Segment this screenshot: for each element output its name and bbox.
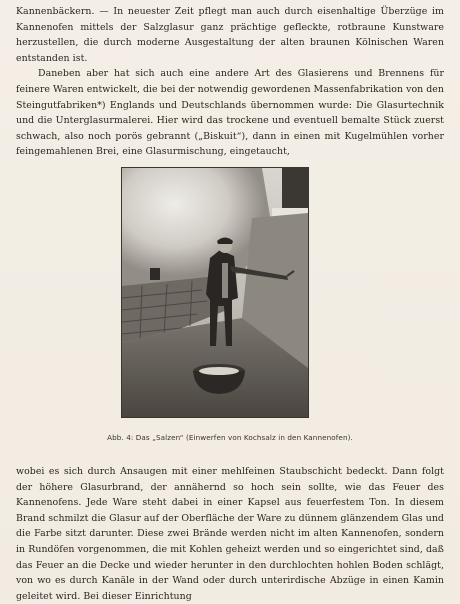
figure-photograph xyxy=(121,167,309,418)
salting-photo xyxy=(122,168,308,417)
top-text-block xyxy=(16,4,444,160)
paragraph: Daneben aber hat sich auch eine andere Art des Glasierens und Brennens für feinere Waren entwickelt, die bei der notwendig gewordenen Massenfabrikation von den Steingutfabriken*) Englands und Deutschlands übernommen wurde: Die Glasurtechnik und die Unterglasurmalerei. Hier wird das trockene und eventuell bemalte Stück zuerst schwach, also noch porös gebrannt („Biskuit“), dann in einen mit Kugelmühlen vorher feingemahlenen Brei, eine Glasurmischung, eingetaucht, xyxy=(16,68,444,158)
paragraph: wobei es sich durch Ansaugen mit einer mehlfeinen Staubschicht bedeckt. Dann folgt der höhere Glasurbrand, der annähernd so hoch sein sollte, wie das Feuer des Kannenofens. Jede Ware steht dabei in einer Kapsel aus feuerfestem Ton. In diesem Brand schmilzt die Glasur auf der Oberfläche der Ware zu dünnem glänzendem Glas und die Farbe sitzt darunter. Diese zwei Brände werden nicht im alten Kannenofen, sondern in Rundöfen vorgenommen, die mit Kohlen geheizt werden und so eingerichtet sind, daß das Feuer an die Decke und wieder herunter in den durchlochten hohlen Boden schlägt, von wo es durch Kanäle in der Wand oder durch unterirdische Abzüge in einen Kamin geleitet wird. Bei dieser Einrichtung xyxy=(16,466,444,602)
bottom-text-block xyxy=(16,464,444,604)
figure-caption: Abb. 4: Das „Salzen“ (Einwerfen von Kochsalz in den Kannenofen). xyxy=(107,433,353,442)
paragraph: Kannenbäckern. — In neuester Zeit pflegt man auch durch eisenhaltige Überzüge im Kannenofen mittels der Salzglasur ganz prächtige gefleckte, rotbraune Kunstware herzustellen, die durch moderne Ausgestaltung der alten braunen Kölnischen Waren entstanden ist. xyxy=(16,6,444,64)
